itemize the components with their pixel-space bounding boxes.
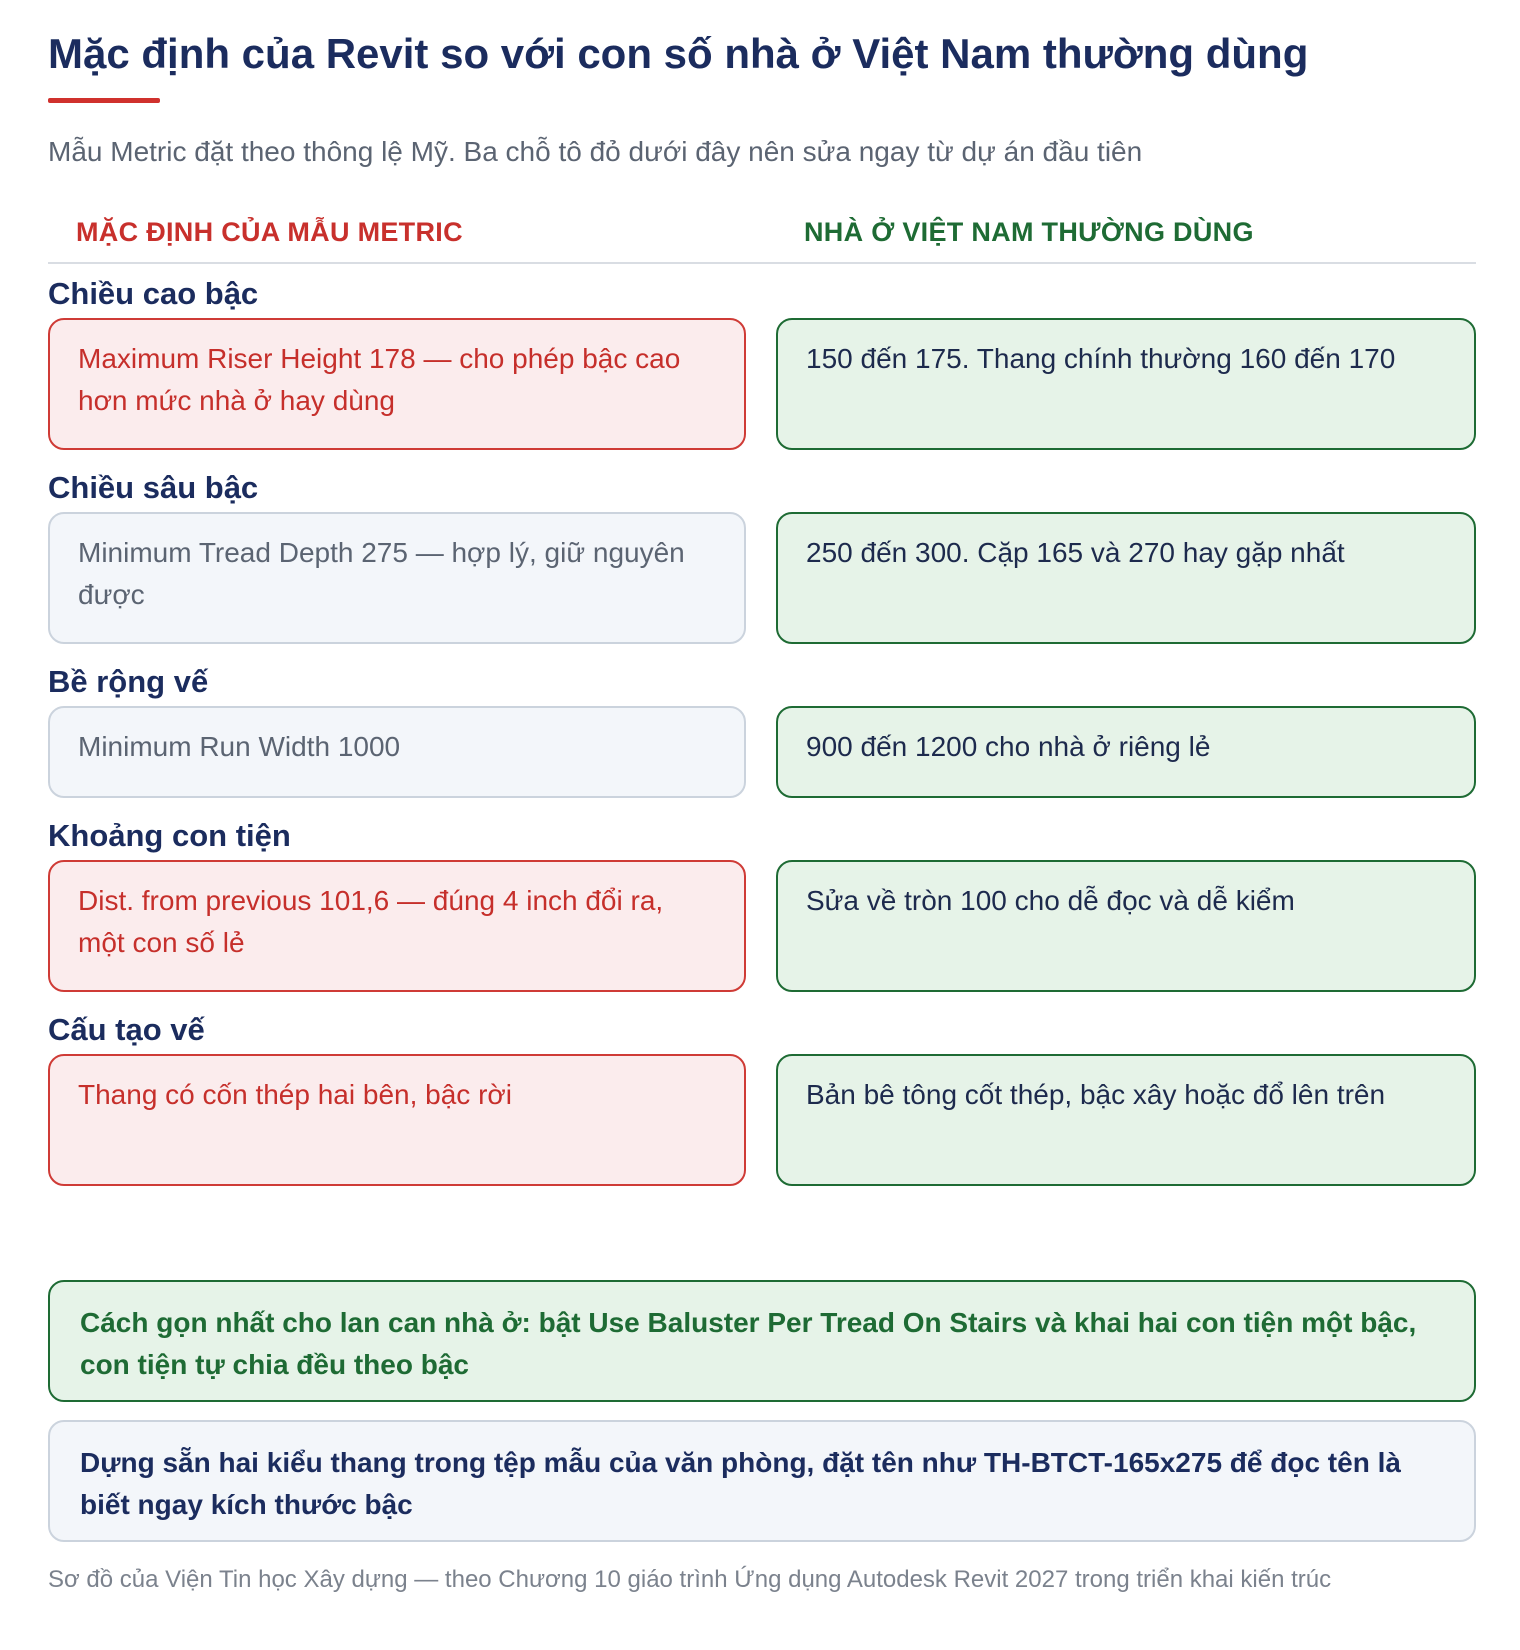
tip-callout: Cách gọn nhất cho lan can nhà ở: bật Use Baluster Per Tread On Stairs và khai hai con tiện một bậc, con tiện tự chia đều theo bậc [48, 1280, 1476, 1402]
row-label-run-width: Bề rộng vế [48, 664, 209, 699]
header-divider [48, 262, 1476, 264]
advice-callout: Dựng sẵn hai kiểu thang trong tệp mẫu của văn phòng, đặt tên như TH-BTCT-165x275 để đọc tên là biết ngay kích thước bậc [48, 1420, 1476, 1542]
column-header-default: MẶC ĐỊNH CỦA MẪU METRIC [76, 217, 463, 247]
default-cell-tread-depth: Minimum Tread Depth 275 — hợp lý, giữ nguyên được [48, 512, 746, 644]
row-label-baluster-spacing: Khoảng con tiện [48, 818, 291, 853]
vietnam-cell-tread-depth: 250 đến 300. Cặp 165 và 270 hay gặp nhất [776, 512, 1476, 644]
vietnam-cell-riser-height: 150 đến 175. Thang chính thường 160 đến 170 [776, 318, 1476, 450]
title-underline [48, 98, 160, 103]
vietnam-cell-baluster-spacing: Sửa về tròn 100 cho dễ đọc và dễ kiểm [776, 860, 1476, 992]
page-subtitle: Mẫu Metric đặt theo thông lệ Mỹ. Ba chỗ tô đỏ dưới đây nên sửa ngay từ dự án đầu tiên [48, 136, 1143, 167]
page-title: Mặc định của Revit so với con số nhà ở Việt Nam thường dùng [48, 30, 1309, 77]
default-cell-baluster-spacing: Dist. from previous 101,6 — đúng 4 inch đổi ra, một con số lẻ [48, 860, 746, 992]
default-cell-run-construction: Thang có cốn thép hai bên, bậc rời [48, 1054, 746, 1186]
row-label-riser-height: Chiều cao bậc [48, 276, 259, 311]
default-cell-run-width: Minimum Run Width 1000 [48, 706, 746, 798]
column-header-vietnam: NHÀ Ở VIỆT NAM THƯỜNG DÙNG [804, 217, 1254, 247]
default-cell-riser-height: Maximum Riser Height 178 — cho phép bậc cao hơn mức nhà ở hay dùng [48, 318, 746, 450]
row-label-tread-depth: Chiều sâu bậc [48, 470, 259, 505]
vietnam-cell-run-construction: Bản bê tông cốt thép, bậc xây hoặc đổ lên trên [776, 1054, 1476, 1186]
row-label-run-construction: Cấu tạo vế [48, 1012, 205, 1047]
vietnam-cell-run-width: 900 đến 1200 cho nhà ở riêng lẻ [776, 706, 1476, 798]
source-footnote: Sơ đồ của Viện Tin học Xây dựng — theo Chương 10 giáo trình Ứng dụng Autodesk Revit 2027 trong triển khai kiến trúc [48, 1566, 1332, 1593]
